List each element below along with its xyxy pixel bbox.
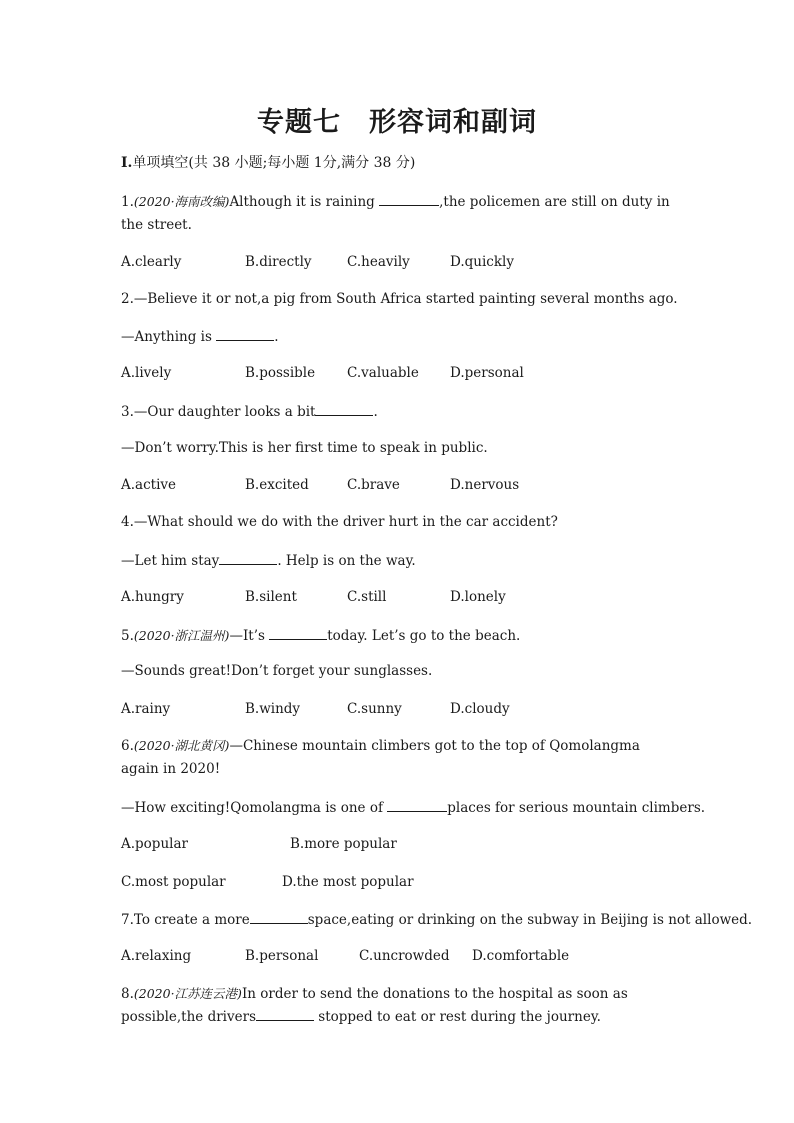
question-source: (2020·浙江温州) (133, 628, 230, 643)
question-5-line2: —Sounds great!Don’t forget your sunglasses. (121, 663, 433, 679)
option-a: A.popular (121, 836, 188, 852)
stem-text: —It’s (229, 628, 270, 644)
stem-text: . Help is on the way. (277, 553, 416, 569)
answer-blank (250, 911, 308, 924)
question-2-line2 (121, 328, 278, 345)
option-c: C.most popular (121, 874, 226, 890)
stem-text: —Chinese mountain climbers got to the top of Qomolangma again in 2020! (121, 738, 640, 777)
stem-text: In order to send the donations to the hospital as soon as possible,the drivers (121, 986, 628, 1025)
question-4-line2 (121, 552, 416, 569)
option-d: D.nervous (450, 477, 520, 493)
answer-blank (219, 552, 277, 565)
question-number: 3. (121, 404, 134, 420)
question-number: 1. (121, 194, 134, 210)
option-b: B.directly (245, 254, 312, 270)
question-number: 2. (121, 291, 134, 307)
option-c: C.heavily (347, 254, 410, 270)
answer-blank (216, 328, 274, 341)
option-b: B.excited (245, 477, 309, 493)
stem-text: places for serious mountain climbers. (447, 800, 706, 816)
option-b: B.possible (245, 365, 316, 381)
stem-text: space,eating or drinking on the subway in Beijing is not allowed. (307, 912, 753, 928)
stem-text: —Anything is (121, 329, 217, 345)
stem-text: —Believe it or not,a pig from South Africa started painting several months ago. (133, 291, 678, 307)
section-number: Ⅰ. (121, 155, 133, 171)
option-a: A.clearly (121, 254, 182, 270)
stem-text: Although it is raining (229, 194, 380, 210)
question-4-line1 (121, 514, 558, 530)
question-number: 5. (121, 628, 134, 644)
page-title: 专题七 形容词和副词 (257, 107, 537, 138)
option-a: A.relaxing (121, 948, 192, 964)
question-number: 7. (121, 912, 134, 928)
option-a: A.hungry (121, 589, 184, 605)
option-a: A.active (121, 477, 177, 493)
question-7-stem (121, 911, 752, 928)
question-number: 8. (121, 986, 134, 1002)
option-d: D.the most popular (282, 874, 414, 890)
stem-text: today. Let’s go to the beach. (327, 628, 521, 644)
stem-text: —Let him stay (121, 553, 220, 569)
question-6-line2 (121, 799, 705, 816)
stem-text: ,the policemen are still on duty in the street. (121, 194, 670, 233)
stem-text: —What should we do with the driver hurt in the car accident? (133, 514, 558, 530)
question-number: 4. (121, 514, 134, 530)
answer-blank (269, 627, 327, 640)
answer-blank (387, 799, 447, 812)
section-heading (121, 152, 415, 172)
question-source: (2020·江苏连云港) (133, 986, 242, 1001)
stem-text: stopped to eat or rest during the journey. (314, 1009, 601, 1025)
option-d: D.personal (450, 365, 524, 381)
stem-text: To create a more (133, 912, 250, 928)
question-2-line1 (121, 291, 678, 307)
stem-text: . (274, 329, 279, 345)
question-8-stem (121, 982, 671, 1029)
option-b: B.windy (245, 701, 301, 717)
question-1-stem (121, 190, 671, 237)
section-text: 单项填空(共 38 小题;每小题 1分,满分 38 分) (132, 155, 416, 171)
stem-text: —Our daughter looks a bit (133, 404, 316, 420)
question-source: (2020·湖北黄冈) (133, 738, 230, 753)
question-6-line1 (121, 734, 671, 781)
option-b: B.more popular (290, 836, 397, 852)
option-a: A.rainy (121, 701, 171, 717)
option-c: C.still (347, 589, 387, 605)
option-c: C.valuable (347, 365, 419, 381)
option-b: B.personal (245, 948, 319, 964)
answer-blank (379, 193, 439, 206)
stem-text: . (373, 404, 378, 420)
option-d: D.cloudy (450, 701, 510, 717)
answer-blank (315, 403, 373, 416)
option-c: C.sunny (347, 701, 402, 717)
option-c: C.brave (347, 477, 400, 493)
question-5-line1 (121, 626, 520, 644)
question-number: 6. (121, 738, 134, 754)
option-d: D.lonely (450, 589, 506, 605)
question-3-line2: —Don’t worry.This is her first time to speak in public. (121, 440, 488, 456)
option-c: C.uncrowded (359, 948, 450, 964)
option-d: D.quickly (450, 254, 514, 270)
question-3-line1 (121, 403, 378, 420)
question-source: (2020·海南改编) (133, 194, 230, 209)
option-b: B.silent (245, 589, 297, 605)
option-d: D.comfortable (472, 948, 570, 964)
option-a: A.lively (121, 365, 172, 381)
stem-text: —How exciting!Qomolangma is one of (121, 800, 388, 816)
answer-blank (256, 1008, 314, 1021)
